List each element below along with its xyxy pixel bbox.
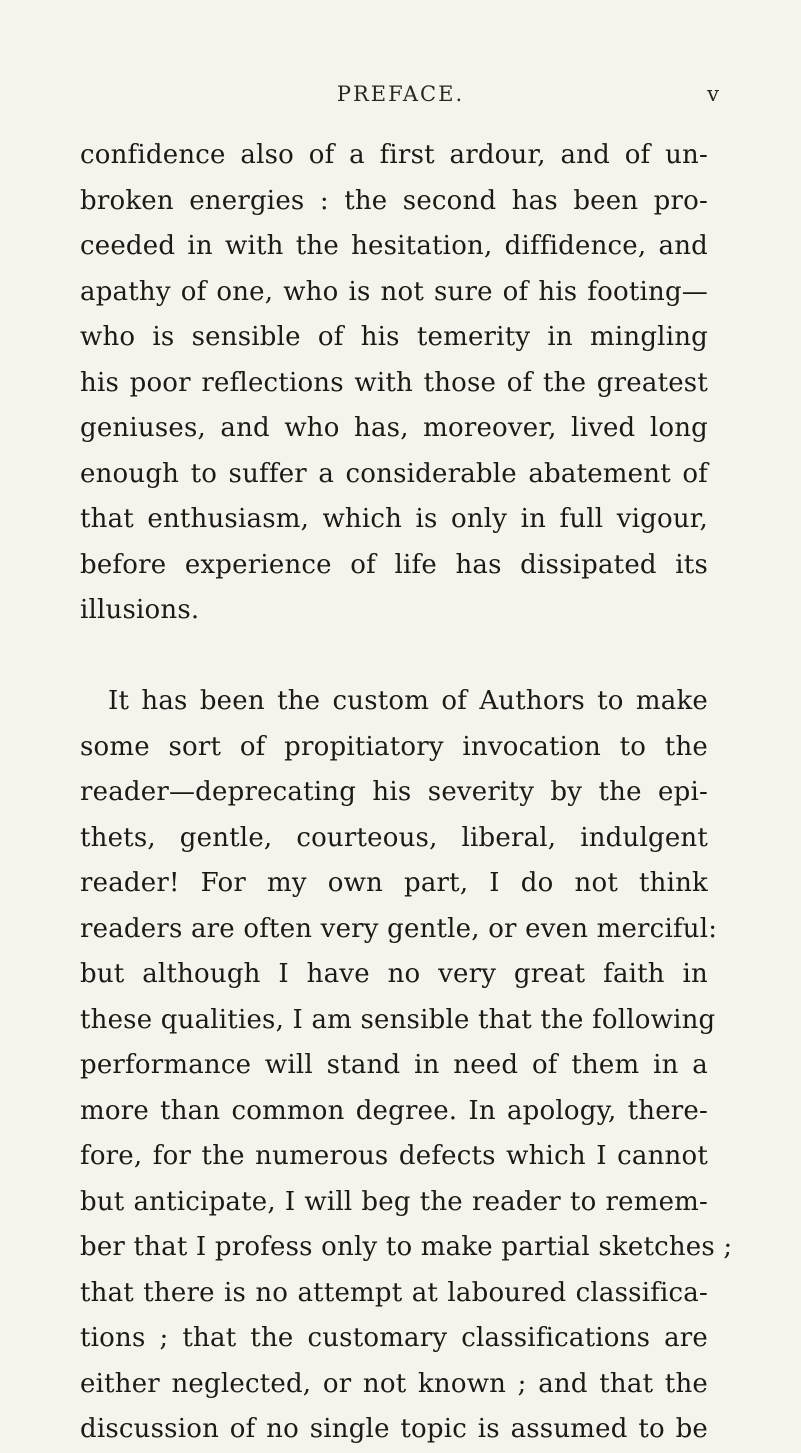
text-line: who is sensible of his temerity in mingling (80, 322, 708, 352)
text-line: It has been the custom of Authors to make (108, 686, 708, 716)
text-line: ceeded in with the hesitation, diffidence, and (80, 231, 708, 261)
text-line: enough to suffer a considerable abatement of (80, 458, 708, 489)
text-line: but although I have no very great faith in (80, 959, 708, 989)
text-line: some sort of propitiatory invocation to the (80, 731, 708, 762)
text-line: ber that I profess only to make partial sketches ; (80, 1232, 733, 1262)
paragraph-1 (80, 133, 708, 634)
text-line: geniuses, and who has, moreover, lived long (80, 413, 708, 443)
running-title: PREFACE. (336, 82, 465, 106)
text-line: broken energies : the second has been pro- (80, 185, 708, 216)
text-line: more than common degree. In apology, there- (80, 1095, 708, 1126)
text-line: reader! For my own part, I do not think (80, 868, 708, 898)
body-text (80, 133, 733, 1453)
text-line: either neglected, or not known ; and that the (80, 1368, 708, 1399)
text-line: but anticipate, I will beg the reader to remem- (80, 1186, 708, 1217)
text-line: discussion of no single topic is assumed to be (80, 1414, 708, 1444)
text-line: his poor reflections with those of the greatest (80, 367, 708, 398)
text-line: tions ; that the customary classifications are (80, 1323, 708, 1353)
running-head (0, 82, 801, 114)
text-line: that enthusiasm, which is only in full vigour, (80, 504, 708, 534)
page-number: v (707, 82, 719, 106)
text-line: apathy of one, who is not sure of his footing— (80, 276, 708, 307)
text-line: illusions. (80, 595, 200, 625)
text-line: these qualities, I am sensible that the following (80, 1004, 716, 1035)
text-line: performance will stand in need of them in a (80, 1050, 708, 1080)
text-line: before experience of life has dissipated its (80, 549, 708, 580)
text-line: confidence also of a first ardour, and of un- (80, 140, 708, 170)
text-line: thets, gentle, courteous, liberal, indulgent (80, 822, 708, 853)
text-line: reader—deprecating his severity by the epi- (80, 777, 708, 807)
text-line: fore, for the numerous defects which I cannot (80, 1141, 708, 1171)
text-line: readers are often very gentle, or even merciful: (80, 913, 718, 944)
paragraph-gap (80, 634, 708, 680)
text-line: that there is no attempt at laboured classifica- (80, 1277, 708, 1308)
paragraph-2 (80, 679, 733, 1453)
